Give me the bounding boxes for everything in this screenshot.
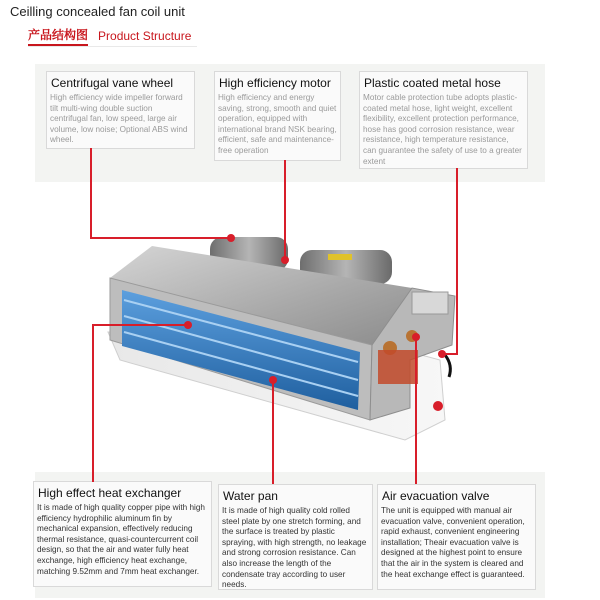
feature-title: Plastic coated metal hose [364, 76, 501, 90]
leader-line-air-valve [415, 337, 417, 484]
feature-title: High effect heat exchanger [38, 486, 182, 500]
drain-plug [433, 401, 443, 411]
feature-title: Air evacuation valve [382, 489, 490, 503]
callout-dot-heat-exchanger [184, 321, 192, 329]
feature-description: Motor cable protection tube adopts plastic-coated metal hose, light weight, excellent flexibility, excellent protection performance, hose has good corrosion resistance, wear resistance, high temperature resistance, can guarantee the safety of use to a greater extent [363, 93, 522, 166]
feature-description: The unit is equipped with manual air evacuation valve, convenient operation, rapid exhaust, convenient engineering installation; Theair evacuation valve is designed at the highest point to ensure that the air in the system is cleared and the heat exchange effect is guaranteed. [381, 506, 525, 579]
feature-title: Centrifugal vane wheel [51, 76, 174, 90]
callout-dot-hose [438, 350, 446, 358]
leader-line-heat-exchanger [92, 324, 188, 326]
metal-hose [445, 355, 450, 377]
leader-line-motor [284, 160, 286, 258]
feature-title: High efficiency motor [219, 76, 331, 90]
callout-dot-centrifugal [227, 234, 235, 242]
feature-description: It is made of high quality cold rolled steel plate by one stretch forming, and the surface is treated by plastic spraying, with high strength, no leakage and strong corrosion resistance. Can also increase the length of the condensate tray according to user needs. [222, 506, 367, 590]
callout-dot-air-valve [412, 333, 420, 341]
leader-line-heat-exchanger [92, 324, 94, 482]
leader-line-water-pan [272, 380, 274, 484]
leader-line-centrifugal [90, 237, 230, 239]
leader-line-centrifugal [90, 148, 92, 238]
subtitle-chinese: 产品结构图 [28, 26, 88, 46]
feature-description: It is made of high quality copper pipe with high efficiency hydrophilic aluminum fin by mechanical expansion, effectively reducing thermal resistance, quasi-countercurrent coil design, so that the air and water fully heat exchange, high efficiency heat exchange, matching 9.52mm and 7mm heat exchanger. [37, 503, 205, 576]
leader-line-hose [456, 168, 458, 354]
feature-title: Water pan [223, 489, 278, 503]
page-title: Ceilling concealed fan coil unit [10, 4, 185, 19]
feature-description: High efficiency wide impeller forward tilt multi-wing double suction centrifugal fan, low speed, large air volume, low noise; Optional ABS wind wheel. [50, 93, 188, 145]
callout-dot-water-pan [269, 376, 277, 384]
callout-dot-motor [281, 256, 289, 264]
feature-description: High efficiency and energy saving, strong, smooth and quiet operation, equipped with international brand NSK bearing, efficient, safe and maintenance-free operation [218, 93, 337, 155]
subtitle-english: Product Structure [98, 29, 192, 43]
